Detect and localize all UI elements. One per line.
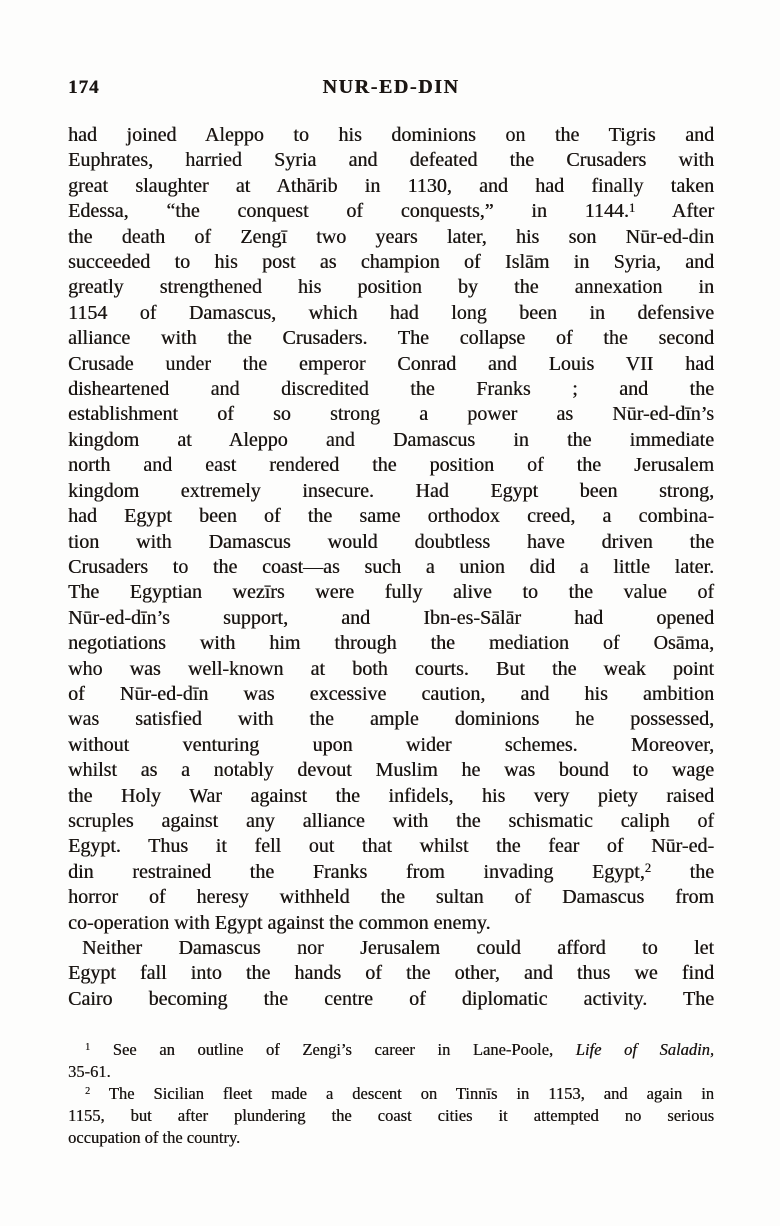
text-line xyxy=(68,250,714,275)
text-segment: north and east rendered the position of the Jerusalem xyxy=(68,454,714,477)
text-segment: din restrained the Franks from invading Egypt, xyxy=(68,860,645,883)
text-segment: 1155, but after plundering the coast cities it attempted no serious xyxy=(68,1106,714,1125)
text-segment: Neither Damascus nor Jerusalem could afford to let xyxy=(82,937,714,959)
text-line xyxy=(68,580,714,605)
text-segment: without venturing upon wider schemes. Moreover, xyxy=(68,733,714,756)
text-segment: Crusade under the emperor Conrad and Louis VII had xyxy=(68,352,714,375)
text-segment: had joined Aleppo to his dominions on the Tigris and xyxy=(68,124,714,146)
text-segment: succeeded to his post as champion of Islām in Syria, and xyxy=(68,251,714,274)
text-line xyxy=(68,1127,714,1149)
text-line xyxy=(68,479,714,504)
text-line xyxy=(68,530,714,555)
text-line xyxy=(68,301,714,326)
text-line xyxy=(68,809,714,834)
text-line xyxy=(68,606,714,631)
text-segment: Egypt fall into the hands of the other, and thus we find xyxy=(68,962,714,985)
text-line xyxy=(68,174,714,199)
text-line xyxy=(68,402,714,427)
text-line xyxy=(68,885,714,910)
text-line xyxy=(68,504,714,529)
text-line xyxy=(68,1083,714,1105)
text-segment: Nūr-ed-dīn’s support, and Ibn-es-Sālār had opened xyxy=(68,606,714,629)
text-line xyxy=(68,784,714,809)
text-segment: greatly strengthened his position by the annexation in xyxy=(68,276,714,299)
running-header xyxy=(68,76,714,100)
footnote-marker: 1 xyxy=(628,200,636,215)
text-line xyxy=(68,631,714,656)
text-segment: After xyxy=(635,200,715,223)
text-segment: The Egyptian wezīrs were fully alive to the value of xyxy=(68,581,714,604)
text-line xyxy=(68,148,714,173)
text-line xyxy=(68,275,714,300)
text-line xyxy=(68,352,714,377)
text-segment: occupation of the country. xyxy=(68,1128,241,1147)
text-segment: the death of Zengī two years later, his son Nūr-ed-din xyxy=(68,225,714,248)
text-segment: Crusaders to the coast—as such a union did a little later. xyxy=(68,555,714,578)
paragraph-1 xyxy=(68,123,714,936)
text-segment: who was well-known at both courts. But the weak point xyxy=(68,657,714,680)
footnote-marker: 1 xyxy=(85,1042,91,1054)
text-segment: The Sicilian fleet made a descent on Tinnīs in 1153, and again in xyxy=(90,1084,714,1103)
text-line xyxy=(68,1039,714,1061)
text-segment: kingdom at Aleppo and Damascus in the immediate xyxy=(68,428,714,451)
text-line xyxy=(68,936,714,961)
text-segment: Edessa, “the conquest of conquests,” in 1144. xyxy=(68,200,629,223)
text-line xyxy=(68,1105,714,1127)
page-number: 174 xyxy=(68,77,100,98)
text-segment: was satisfied with the ample dominions he possessed, xyxy=(68,708,714,731)
text-segment: negotiations with him through the mediation of Osāma, xyxy=(68,632,714,655)
text-line xyxy=(68,707,714,732)
text-line xyxy=(68,961,714,986)
text-segment: had Egypt been of the same orthodox creed, a combina- xyxy=(68,505,714,528)
paragraph-2 xyxy=(68,936,714,1012)
text-segment: establishment of so strong a power as Nūr-ed-dīn’s xyxy=(68,403,714,426)
text-segment: disheartened and discredited the Franks ; and the xyxy=(68,378,714,401)
text-segment: scruples against any alliance with the schismatic caliph of xyxy=(68,809,714,832)
text-segment: whilst as a notably devout Muslim he was bound to wage xyxy=(68,759,714,782)
text-line xyxy=(68,377,714,402)
text-segment: Cairo becoming the centre of diplomatic activity. The xyxy=(68,987,714,1010)
text-segment: 35-61. xyxy=(68,1062,111,1081)
text-line xyxy=(68,1061,714,1083)
text-line xyxy=(68,225,714,250)
body-text xyxy=(68,123,714,1012)
text-segment: alliance with the Crusaders. The collapse of the second xyxy=(68,327,714,350)
text-line xyxy=(68,758,714,783)
footnote-marker: 2 xyxy=(85,1086,91,1098)
text-line xyxy=(68,453,714,478)
text-segment: the Holy War against the infidels, his very piety raised xyxy=(68,784,714,807)
text-line xyxy=(68,428,714,453)
text-line xyxy=(68,123,714,148)
text-line xyxy=(68,199,714,224)
text-line xyxy=(68,555,714,580)
text-segment: great slaughter at Athārib in 1130, and had finally taken xyxy=(68,174,714,197)
text-line xyxy=(68,860,714,885)
text-line xyxy=(68,911,714,936)
footnote-marker: 2 xyxy=(644,861,651,876)
text-line xyxy=(68,834,714,859)
text-segment: of Nūr-ed-dīn was excessive caution, and his ambition xyxy=(68,682,714,705)
footnotes xyxy=(68,1039,714,1149)
text-segment: 1154 of Damascus, which had long been in defensive xyxy=(68,301,714,324)
text-segment: co-operation with Egypt against the common enemy. xyxy=(68,911,491,934)
text-line xyxy=(68,682,714,707)
text-segment: Egypt. Thus it fell out that whilst the fear of Nūr-ed- xyxy=(68,835,714,858)
text-line xyxy=(68,733,714,758)
text-segment: the xyxy=(650,860,715,883)
text-segment: horror of heresy withheld the sultan of Damascus from xyxy=(68,886,714,909)
text-line xyxy=(68,987,714,1012)
text-segment: See an outline of Zengi’s career in Lane-Poole, xyxy=(90,1040,576,1059)
text-segment: kingdom extremely insecure. Had Egypt been strong, xyxy=(68,479,714,502)
running-head-title: NUR-ED-DIN xyxy=(322,76,460,98)
text-line xyxy=(68,326,714,351)
text-segment: tion with Damascus would doubtless have driven the xyxy=(68,530,714,553)
text-segment: Life of Saladin, xyxy=(575,1040,715,1059)
text-line xyxy=(68,657,714,682)
text-segment: Euphrates, harried Syria and defeated the Crusaders with xyxy=(68,149,714,172)
